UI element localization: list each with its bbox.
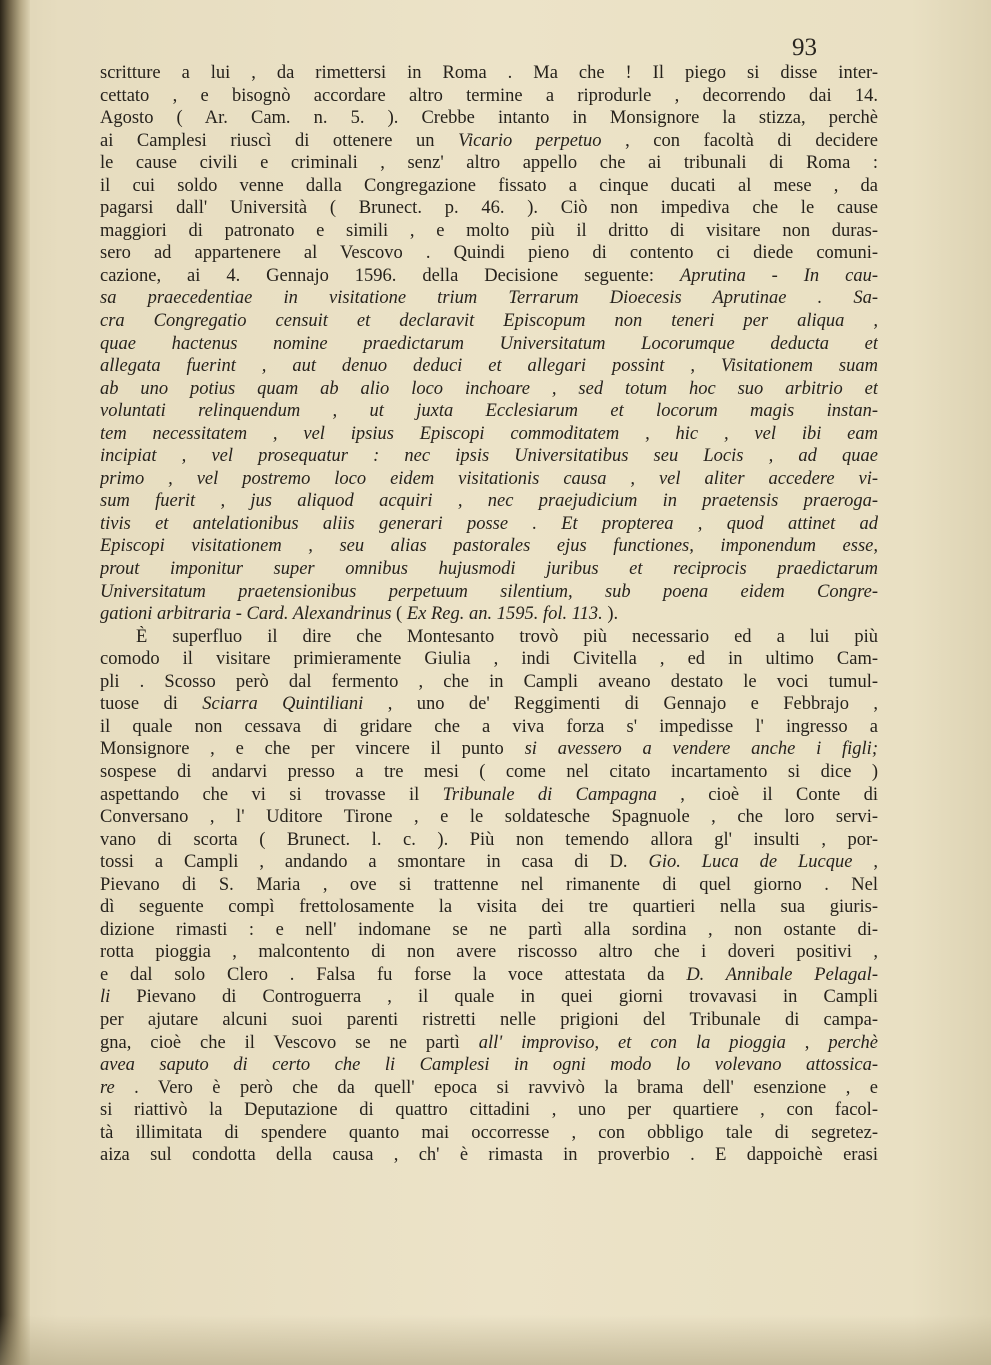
- text-line: Agosto ( Ar. Cam. n. 5. ). Crebbe intanto in Monsignore la stizza, perchè: [100, 108, 878, 129]
- italic-run: prout imponitur super omnibus hujusmodi juribus et reciprocis praedictarum: [100, 559, 878, 580]
- text-line: [100, 964, 878, 987]
- text-line: [100, 581, 878, 604]
- text-line: [100, 287, 878, 310]
- text-line: [100, 130, 878, 153]
- italic-run: allegata fuerint , aut denuo deduci et allegari possint , Visitationem suam: [100, 356, 878, 377]
- text-line: [100, 468, 878, 491]
- text-run: Monsignore , e che per vincere il punto: [100, 739, 525, 760]
- italic-run: Vicario perpetuo: [458, 130, 602, 151]
- text-line: È superfluo il dire che Montesanto trovò più necessario ed a lui più: [136, 626, 878, 647]
- text-line: sospese di andarvi presso a tre mesi ( come nel citato incartamento si dice ): [100, 761, 878, 782]
- text-run: ,: [594, 1032, 619, 1053]
- text-line: [100, 513, 878, 536]
- text-run: ,: [785, 1032, 829, 1053]
- italic-run: incipiat , vel prosequatur : nec ipsis Universitatibus seu Locis , ad quae: [100, 446, 878, 467]
- text-line: [100, 490, 878, 513]
- italic-run: gationi arbitraria - Card. Alexandrinus: [100, 604, 392, 625]
- italic-run: si avessero a vendere anche i figli;: [524, 739, 878, 760]
- italic-run: Aprutina - In cau-: [679, 265, 878, 286]
- text-run: cazione, ai 4. Gennajo 1596. della Decisione seguente:: [100, 265, 680, 286]
- text-line: [100, 310, 878, 333]
- italic-run: primo , vel postremo loco eidem visitationis causa , vel aliter accedere vi-: [100, 468, 878, 489]
- text-line: pli . Scosso però dal fermento , che in Campli aveano destato le voci tumul-: [100, 671, 878, 692]
- italic-run: Episcopi visitationem , seu alias pastorales ejus functiones, imponendum esse,: [100, 536, 878, 557]
- text-line: cettato , e bisognò accordare altro termine a riprodurle , decorrendo dai 14.: [100, 85, 878, 106]
- italic-run: sum fuerit , jus aliquod acquiri , nec praejudicium in praetensis praeroga-: [100, 491, 878, 512]
- italic-run: perchè: [828, 1032, 878, 1053]
- text-line: aiza sul condotta della causa , ch' è rimasta in proverbio . E dappoichè erasi: [100, 1145, 878, 1166]
- text-line: [100, 355, 878, 378]
- text-line: [100, 400, 878, 423]
- text-line: [100, 1054, 878, 1077]
- text-line: [100, 423, 878, 446]
- italic-run: ab uno potius quam ab alio loco inchoare , sed totum hoc suo arbitrio et: [100, 378, 878, 399]
- italic-run: Tribunale di Campagna: [442, 784, 657, 805]
- text-line: dì seguente compì frettolosamente la visita dei tre quartieri nella sua giuris-: [100, 897, 878, 918]
- page-bottom-shading: [0, 1315, 991, 1365]
- text-line: [100, 784, 878, 807]
- italic-run: D. Annibale Pelagal-: [686, 964, 878, 985]
- text-line: [100, 851, 878, 874]
- text-line: [100, 1077, 878, 1100]
- text-line: rotta pioggia , malcontento di non avere riscosso altro che i doveri positivi ,: [100, 942, 878, 963]
- text-run: tossi a Campli , andando a smontare in casa di D.: [100, 852, 649, 873]
- page-number: 93: [792, 34, 817, 61]
- italic-run: all' improviso: [478, 1032, 595, 1053]
- italic-run: re: [100, 1077, 115, 1098]
- text-line: si riattivò la Deputazione di quattro cittadini , uno per quartiere , con facol-: [100, 1100, 878, 1121]
- italic-run: quae hactenus nomine praedictarum Universitatum Locorumque deducta et: [100, 333, 878, 354]
- italic-run: Gio. Luca de Lucque: [648, 852, 853, 873]
- text-line: le cause civili e criminali , senz' altro appello che ai tribunali di Roma :: [100, 153, 878, 174]
- text-run: tuose di: [100, 694, 203, 715]
- italic-run: Ex Reg. an. 1595. fol. 113.: [406, 604, 603, 625]
- italic-run: voluntati relinquendum , ut juxta Ecclesiarum et locorum magis instan-: [100, 401, 878, 422]
- book-gutter-shadow: [0, 0, 30, 1365]
- text-line: [100, 378, 878, 401]
- text-line: vano di scorta ( Brunect. l. c. ). Più non temendo allora gl' insulti , por-: [100, 829, 878, 850]
- text-line: pagarsi dall' Università ( Brunect. p. 46. ). Ciò non impediva che le cause: [100, 198, 878, 219]
- text-run: , cioè il Conte di: [656, 784, 878, 805]
- text-line: dizione rimasti : e nell' indomane se ne partì alla sordina , non ostante di-: [100, 919, 878, 940]
- text-run: aspettando che vi si trovasse il: [100, 784, 443, 805]
- text-line: il quale non cessava di gridare che a viva forza s' impedisse l' ingresso a: [100, 716, 878, 737]
- text-line: [100, 738, 878, 761]
- italic-run: li: [100, 987, 111, 1008]
- text-line: comodo il visitare primieramente Giulia , indi Civitella , ed in ultimo Cam-: [100, 649, 878, 670]
- text-line: [100, 1032, 878, 1055]
- italic-run: sa praecedentiae in visitatione trium Terrarum Dioecesis Aprutinae . Sa-: [100, 288, 878, 309]
- text-run: ,: [852, 852, 878, 873]
- text-run: e dal solo Clero . Falsa fu forse la voce attestata da: [100, 964, 687, 985]
- text-line: [100, 333, 878, 356]
- text-line: [100, 693, 878, 716]
- text-line: tà illimitata di spendere quanto mai occorresse , con obbligo tale di segretez-: [100, 1122, 878, 1143]
- italic-run: tem necessitatem , vel ipsius Episcopi commoditatem , hic , vel ibi eam: [100, 423, 878, 444]
- text-line: sero ad appartenere al Vescovo . Quindi pieno di contento ci diede comuni-: [100, 243, 878, 264]
- text-line: [100, 558, 878, 581]
- text-line: [100, 265, 878, 288]
- text-line: scritture a lui , da rimettersi in Roma . Ma che ! Il piego si disse inter-: [100, 63, 878, 83]
- text-line: per ajutare alcuni suoi parenti ristretti nelle prigioni del Tribunale di campa-: [100, 1009, 878, 1030]
- text-run: . Vero è però che da quell' epoca si ravvivò la brama dell' esenzione , e: [114, 1077, 878, 1098]
- italic-run: Sciarra Quintiliani: [202, 694, 364, 715]
- text-run: (: [391, 604, 407, 625]
- text-run: , uno de' Reggimenti di Gennajo e Febbrajo ,: [363, 694, 878, 715]
- text-line: [100, 986, 878, 1009]
- text-line: [100, 535, 878, 558]
- text-run: ).: [602, 604, 619, 625]
- italic-run: avea saputo di certo che li Camplesi in ogni modo lo volevano attossica-: [100, 1055, 878, 1076]
- italic-run: Universitatum praetensionibus perpetuum silentium, sub poena eidem Congre-: [100, 581, 878, 602]
- text-line: Pievano di S. Maria , ove si trattenne nel rimanente di quel giorno . Nel: [100, 874, 878, 895]
- text-line: [100, 603, 878, 626]
- text-line: il cui soldo venne dalla Congregazione fissato a cinque ducati al mese , da: [100, 175, 878, 196]
- text-run: ai Camplesi riuscì di ottenere un: [100, 130, 459, 151]
- italic-run: tivis et antelationibus aliis generari posse . Et propterea , quod attinet ad: [100, 513, 878, 534]
- body-text: [100, 62, 878, 1167]
- text-run: gna, cioè che il Vescovo se ne partì: [100, 1032, 479, 1053]
- text-run: Pievano di Controguerra , il quale in quei giorni trovavasi in Campli: [110, 987, 878, 1008]
- text-line: [100, 445, 878, 468]
- italic-run: cra Congregatio censuit et declaravit Episcopum non teneri per aliqua ,: [100, 311, 878, 332]
- text-line: maggiori di patronato e simili , e molto più il dritto di visitare non duras-: [100, 220, 878, 241]
- italic-run: et con la pioggia: [618, 1032, 786, 1053]
- text-line: Conversano , l' Uditore Tirone , e le soldatesche Spagnuole , che loro servi-: [100, 807, 878, 828]
- text-run: , con facoltà di decidere: [601, 130, 878, 151]
